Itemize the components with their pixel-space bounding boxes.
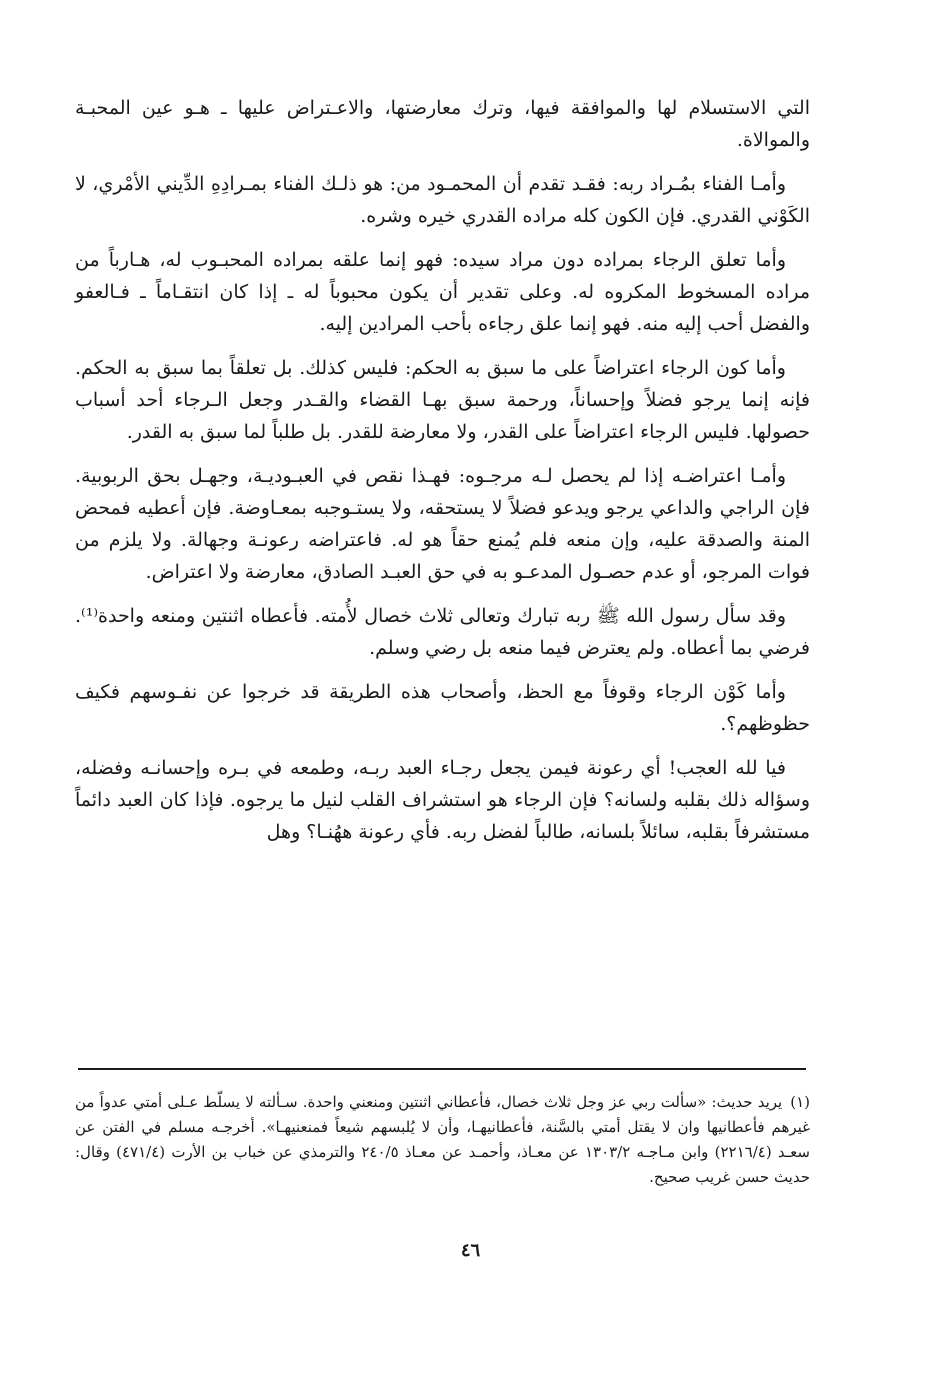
footnote — [75, 1090, 810, 1190]
paragraph: وقد سأل رسول الله ﷺ ربه تبارك وتعالى ثلاث خصال لأُمته. فأعطاه اثنتين ومنعه واحدة⁽¹⁾. فرضي بما أعطاه. ولم يعترض فيما منعه بل رضي وسلم. — [75, 605, 810, 659]
page-number: ٤٦ — [460, 1240, 481, 1261]
main-text — [75, 92, 810, 860]
paragraph: وأمـا اعتراضـه إذا لم يحصل لـه مرجـوه: فهـذا نقص في العبـوديـة، وجهـل بحق الربوبية. فإن الراجي والداعي يرجو ويدعو فضلاً لا يستحقه، ولا يستـوجبه بمعـاوضة. فإن أعطيه فمحض المنة والصدقة عليه، وإن منعه فلم يُمنع حقاً هو له. فاعتراضه رعونـة وجهالة. ولا يلزم من فوات المرجو، أو عدم حصـول المدعـو به في حق العبـد الصادق، معارضة ولا اعتراض. — [75, 465, 810, 583]
paragraph: فيا لله العجب! أي رعونة فيمن يجعل رجـاء العبد ربـه، وطمعه في بـره وإحسانـه وفضله، وسؤاله ذلك بقلبه ولسانه؟ فإن الرجاء هو استشراف القلب لنيل ما يرجوه. فإذا كان العبد دائماً مستشرفاً بقلبه، سائلاً بلسانه، طالباً لفضل ربه. فأي رعونة ههُنـا؟ وهل — [75, 757, 810, 843]
footnote-divider — [78, 1068, 806, 1070]
paragraph: وأمـا الفناء بمُـراد ربه: فقـد تقدم أن المحمـود من: هو ذلـك الفناء بمـرادِهِ الدِّيني الأمْري، لا الكَوْني القدري. فإن الكون كله مراده القدري خيره وشره. — [75, 173, 810, 227]
paragraph: التي الاستسلام لها والموافقة فيها، وترك معارضتها، والاعـتراض عليها ـ هـو عين المحبـة والموالاة. — [75, 97, 810, 151]
footnote-text: يريد حديث: «سألت ربي عز وجل ثلاث خصال، فأعطاني اثنتين ومنعني واحدة. سـألته لا يسلّط عـلى أمتي عدواً من غيرهم فأعطانيها وان لا يقتل أمتي بالسَّنة، فأعطانيهـا، وأن لا يُلبسهم شيعاً فمنعنيهـا». أخرجـه مسلم في الفتن عن سعـد (٢٢١٦/٤) وابن مـاجـه ١٣٠٣/٢ عن معـاذ، وأحمـد عن معـاذ ٢٤٠/٥ والترمذي عن خباب بن الأرت (٤٧١/٤) وقال: حديث حسن غريب صحيح. — [75, 1093, 810, 1186]
paragraph: وأما تعلق الرجاء بمراده دون مراد سيده: فهو إنما علقه بمراده المحبـوب له، هـارباً من مراده المسخوط المكروه له. وعلى تقدير أن يكون محبوباً له ـ إذا كان انتقـاماً ـ فـالعفو والفضل أحب إليه منه. فهو إنما علق رجاءه بأحب المرادين إليه. — [75, 249, 810, 335]
paragraph: وأما كون الرجاء اعتراضاً على ما سبق به الحكم: فليس كذلك. بل تعلقاً بما سبق به الحكم. فإنه إنما يرجو فضلاً وإحساناً، ورحمة سبق بهـا القضاء والقـدر وجعل الـرجاء أحد أسباب حصولها. فليس الرجاء اعتراضاً على القدر، ولا معارضة للقدر. بل طلباً لما سبق به القدر. — [75, 357, 810, 443]
paragraph: وأما كَوْن الرجاء وقوفاً مع الحظ، وأصحاب هذه الطريقة قد خرجوا عن نفـوسهم فكيف حظوظهم؟. — [75, 681, 810, 735]
footnote-marker: (١) — [790, 1093, 810, 1111]
